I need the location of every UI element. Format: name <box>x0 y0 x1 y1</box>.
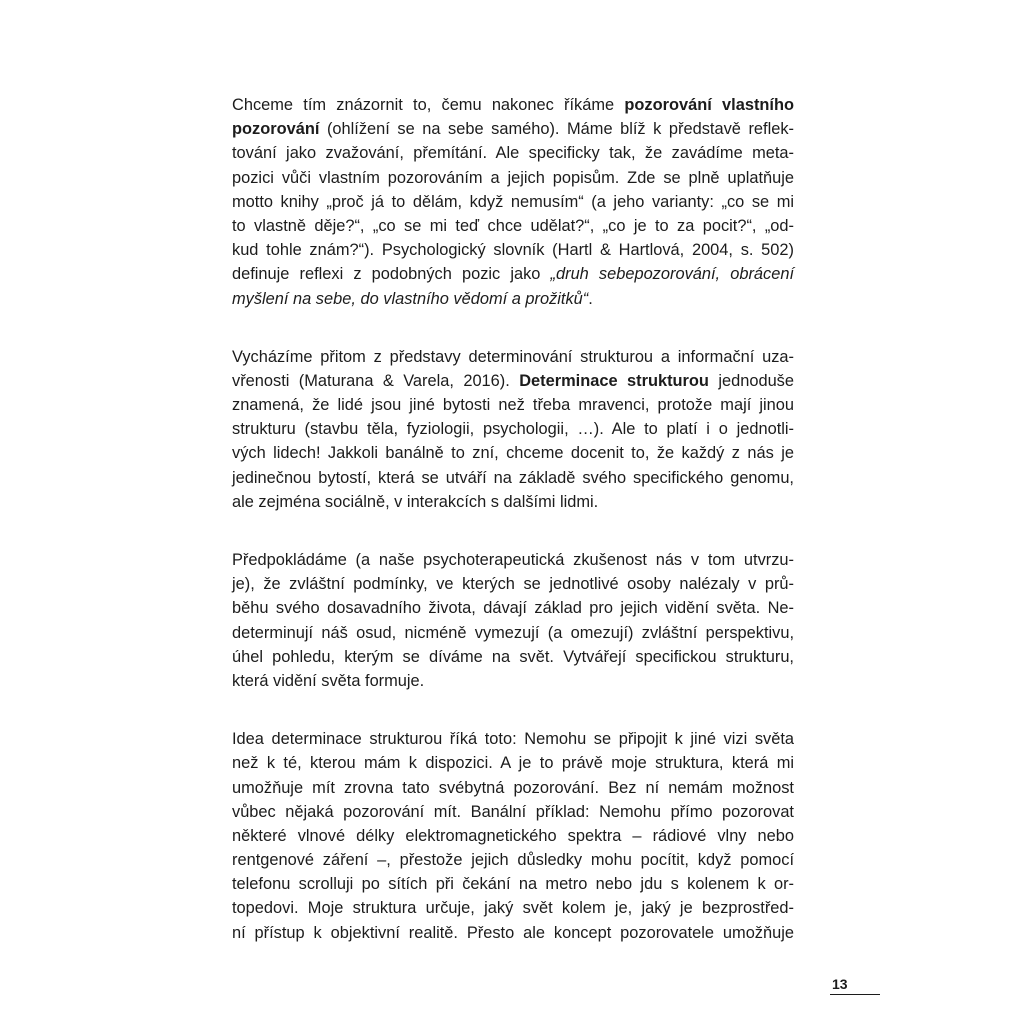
text-run: je), že zvláštní podmínky, ve kterých se jednotlivé osoby nalézaly v prů- <box>232 575 794 594</box>
text-run: definuje reflexi z podobných pozic jako <box>232 265 551 284</box>
paragraph-4 <box>232 727 794 945</box>
text-run: determinují náš osud, nicméně vymezují (a omezují) zvláštní perspektivu, <box>232 623 794 642</box>
text-line <box>232 262 794 286</box>
text-line <box>232 727 794 751</box>
text-line <box>232 596 794 620</box>
text-run: znamená, že lidé jsou jiné bytosti než třeba mravenci, protože mají jinou <box>232 396 794 415</box>
text-line <box>232 141 794 165</box>
text-run: Idea determinace strukturou říká toto: Nemohu se připojit k jiné vizi světa <box>232 730 794 749</box>
paragraph-1 <box>232 93 794 311</box>
text-run: vřenosti (Maturana & Varela, 2016). <box>232 371 520 390</box>
text-line <box>232 441 794 465</box>
text-run: ale zejména sociálně, v interakcích s dalšími lidmi. <box>232 492 599 511</box>
text-run: která vidění světa formuje. <box>232 671 425 690</box>
text-line <box>232 776 794 800</box>
text-run: telefonu scrolluji po sítích při čekání na metro nebo jdu s kolenem k or- <box>232 875 794 894</box>
text-line <box>232 548 794 572</box>
italic-quote: myšlení na sebe, do vlastního vědomí a prožitků“ <box>232 289 589 308</box>
text-line <box>232 238 794 262</box>
page-number: 13 <box>832 976 848 992</box>
text-line <box>232 190 794 214</box>
text-run: Chceme tím znázornit to, čemu nakonec říkáme <box>232 96 625 114</box>
text-line <box>232 621 794 645</box>
text-line <box>232 921 794 945</box>
text-run: umožňuje mít zrovna tato svébytná pozorování. Bez ní nemám možnost <box>232 778 794 797</box>
text-run: úhel pohledu, kterým se díváme na svět. Vytvářejí specifickou strukturu, <box>232 647 794 666</box>
bold-term: pozorování vlastního <box>624 96 794 114</box>
text-run: (ohlížení se na sebe samého). Máme blíž k představě reflek- <box>319 120 794 139</box>
text-line <box>232 369 794 393</box>
text-run: běhu svého dosavadního života, dávají základ pro jejich vidění světa. Ne- <box>232 599 794 618</box>
text-run: Předpokládáme (a naše psychoterapeutická zkušenost nás v tom utvrzu- <box>232 551 794 569</box>
text-line <box>232 800 794 824</box>
italic-quote: „druh sebepozorování, obrácení <box>550 265 794 284</box>
text-line <box>232 417 794 441</box>
page-number-rule <box>830 994 880 995</box>
text-run: pozici vůči vlastním pozorováním a jejich popisům. Zde se plně uplatňuje <box>232 168 794 187</box>
text-line <box>232 872 794 896</box>
text-line <box>232 287 794 311</box>
text-run: kud tohle znám?“). Psychologický slovník (Hartl & Hartlová, 2004, s. 502) <box>232 241 794 260</box>
text-run: . <box>588 289 593 308</box>
text-line <box>232 896 794 920</box>
text-line <box>232 214 794 238</box>
text-line <box>232 848 794 872</box>
text-run: jednoduše <box>708 371 794 390</box>
text-line <box>232 466 794 490</box>
paragraph-3 <box>232 548 794 693</box>
body-text <box>232 93 794 979</box>
text-run: vůbec nějaká pozorování mít. Banální příklad: Nemohu přímo pozorovat <box>232 802 794 821</box>
text-line <box>232 824 794 848</box>
text-run: to vlastně děje?“, „co se mi teď chce udělat?“, „co je to za pocit?“, „od- <box>232 216 794 235</box>
text-run: strukturu (stavbu těla, fyziologii, psychologii, …). Ale to platí i o jednotli- <box>232 420 794 439</box>
text-run: Vycházíme přitom z představy determinování strukturou a informační uza- <box>232 347 794 366</box>
text-line <box>232 645 794 669</box>
bold-term: pozorování <box>232 120 320 139</box>
text-run: topedovi. Moje struktura určuje, jaký svět kolem je, jaký je bezprostřed- <box>232 899 794 918</box>
text-line <box>232 93 794 117</box>
text-line <box>232 669 794 693</box>
text-line <box>232 166 794 190</box>
text-line <box>232 117 794 141</box>
text-line <box>232 393 794 417</box>
text-run: než k té, kterou mám k dispozici. A je to právě moje struktura, která mi <box>232 754 794 773</box>
text-line <box>232 572 794 596</box>
text-run: některé vlnové délky elektromagnetického spektra – rádiové vlny nebo <box>232 826 794 845</box>
text-line <box>232 345 794 369</box>
text-run: vých lidech! Jakkoli banálně to zní, chceme docenit to, že každý z nás je <box>232 444 794 463</box>
text-line <box>232 751 794 775</box>
text-run: rentgenové záření –, přestože jejich důsledky mohu pocítit, když pomocí <box>232 851 794 870</box>
text-run: ní přístup k objektivní realitě. Přesto ale koncept pozorovatele umožňuje <box>232 923 794 942</box>
bold-term: Determinace strukturou <box>519 371 709 390</box>
text-line <box>232 490 794 514</box>
text-run: tování jako zvažování, přemítání. Ale specificky tak, že zavádíme meta- <box>232 144 794 163</box>
paragraph-2 <box>232 345 794 514</box>
text-run: motto knihy „proč já to dělám, když nemusím“ (a jeho varianty: „co se mi <box>232 192 794 211</box>
text-run: jedinečnou bytostí, která se utváří na základě svého specifického genomu, <box>232 468 794 487</box>
